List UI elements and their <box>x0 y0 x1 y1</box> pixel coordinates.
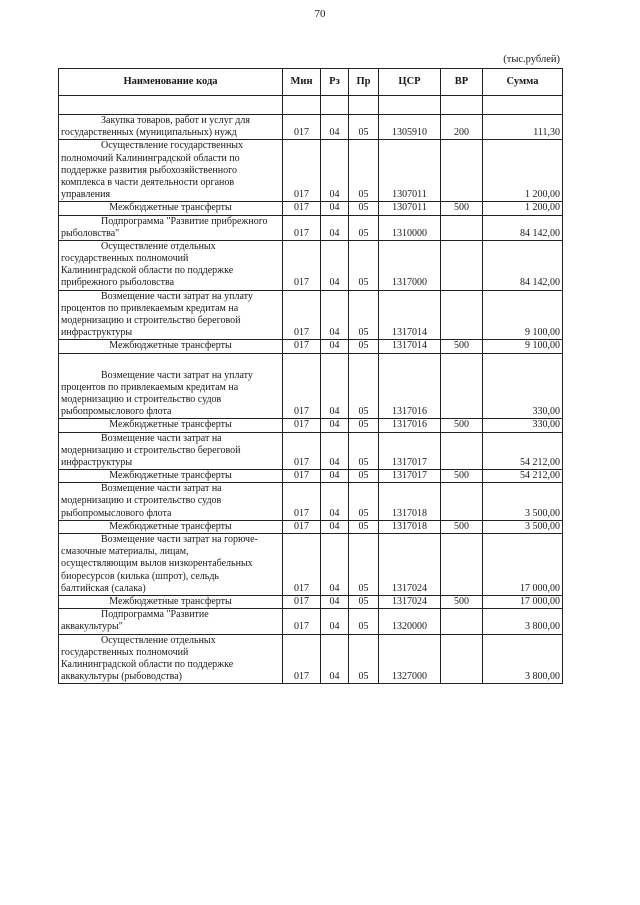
row-vr <box>441 240 483 290</box>
row-name-line: государственных (муниципальных) нужд <box>61 127 237 139</box>
row-name-line: рыболовства" <box>61 227 120 239</box>
row-vr: 500 <box>441 470 483 483</box>
row-name-line: Межбюджетные трансферты <box>109 340 232 352</box>
row-name-line: Осуществление государственных <box>101 140 244 152</box>
row-min: 017 <box>283 419 321 432</box>
row-sum: 3 800,00 <box>483 634 563 684</box>
page-number: 70 <box>314 8 326 20</box>
row-sum: 54 212,00 <box>483 432 563 470</box>
row-name <box>59 115 283 140</box>
row-min: 017 <box>283 215 321 240</box>
row-name-line: биоресурсов (килька (шпрот), сельдь <box>61 570 219 582</box>
row-rz: 04 <box>321 432 349 470</box>
row-vr: 500 <box>441 520 483 533</box>
row-name <box>59 634 283 684</box>
row-pr: 05 <box>349 240 379 290</box>
row-name <box>59 432 283 470</box>
row-name-line: инфраструктуры <box>61 456 133 468</box>
row-name <box>59 215 283 240</box>
row-name-line: осуществляющим вылов низкорентабельных <box>61 558 253 570</box>
row-csr: 1310000 <box>379 215 441 240</box>
row-vr <box>441 483 483 521</box>
row-csr: 1317017 <box>379 432 441 470</box>
row-rz: 04 <box>321 215 349 240</box>
row-rz: 04 <box>321 115 349 140</box>
row-name <box>59 353 283 419</box>
row-rz: 04 <box>321 609 349 634</box>
row-sum: 1 200,00 <box>483 202 563 215</box>
row-name <box>59 520 283 533</box>
row-sum: 3 800,00 <box>483 609 563 634</box>
row-name-line: Межбюджетные трансферты <box>109 202 232 214</box>
row-vr: 500 <box>441 340 483 353</box>
row-name-line: Возмещение части затрат на горюче- <box>101 534 258 545</box>
row-name-line: управления <box>61 189 111 201</box>
table-header-row <box>59 69 563 96</box>
row-sum: 84 142,00 <box>483 240 563 290</box>
row-csr: 1317018 <box>379 483 441 521</box>
row-name-line: балтийская (салака) <box>61 582 146 594</box>
row-sum: 330,00 <box>483 353 563 419</box>
table-row <box>59 483 563 521</box>
row-min: 017 <box>283 483 321 521</box>
row-rz: 04 <box>321 240 349 290</box>
row-csr: 1317000 <box>379 240 441 290</box>
row-min: 017 <box>283 595 321 608</box>
row-csr: 1327000 <box>379 634 441 684</box>
row-name-line: Возмещение части затрат на уплату <box>101 369 253 381</box>
row-name <box>59 340 283 353</box>
row-rz: 04 <box>321 340 349 353</box>
row-vr: 500 <box>441 419 483 432</box>
row-sum: 17 000,00 <box>483 534 563 596</box>
row-name-line: Межбюджетные трансферты <box>109 419 232 431</box>
table-row <box>59 140 563 202</box>
row-min: 017 <box>283 520 321 533</box>
row-name-line: модернизацию и строительство судов <box>61 393 222 405</box>
row-rz: 04 <box>321 202 349 215</box>
table-row <box>59 609 563 634</box>
row-pr: 05 <box>349 202 379 215</box>
row-sum: 1 200,00 <box>483 140 563 202</box>
row-vr: 200 <box>441 115 483 140</box>
row-csr: 1305910 <box>379 115 441 140</box>
row-name-line: аквакультуры" <box>61 621 123 633</box>
row-rz: 04 <box>321 534 349 596</box>
row-min: 017 <box>283 202 321 215</box>
row-name <box>59 534 283 596</box>
table-row <box>59 520 563 533</box>
row-name-line: процентов по привлекаемым кредитам на <box>61 302 239 314</box>
row-name-line: Межбюджетные трансферты <box>109 520 232 532</box>
row-csr: 1317016 <box>379 353 441 419</box>
header-rz: Рз <box>321 69 349 96</box>
row-min: 017 <box>283 290 321 340</box>
row-sum: 111,30 <box>483 115 563 140</box>
table-row <box>59 240 563 290</box>
budget-table <box>58 68 563 684</box>
row-pr: 05 <box>349 595 379 608</box>
table-row <box>59 115 563 140</box>
header-min: Мин <box>283 69 321 96</box>
row-min: 017 <box>283 634 321 684</box>
row-rz: 04 <box>321 140 349 202</box>
row-name-line: Возмещение части затрат на <box>101 432 222 444</box>
row-name-line: аквакультуры (рыбоводства) <box>61 671 182 683</box>
row-vr <box>441 215 483 240</box>
row-min: 017 <box>283 534 321 596</box>
row-name-line: процентов по привлекаемым кредитам на <box>61 381 239 393</box>
row-sum: 54 212,00 <box>483 470 563 483</box>
row-vr <box>441 609 483 634</box>
row-csr: 1307011 <box>379 202 441 215</box>
row-rz: 04 <box>321 470 349 483</box>
row-name <box>59 240 283 290</box>
row-pr: 05 <box>349 520 379 533</box>
table-row <box>59 419 563 432</box>
row-name <box>59 483 283 521</box>
row-name-line: Подпрограмма "Развитие прибрежного <box>101 215 268 227</box>
row-min: 017 <box>283 353 321 419</box>
row-rz: 04 <box>321 595 349 608</box>
row-vr: 500 <box>441 595 483 608</box>
table-row <box>59 432 563 470</box>
row-rz: 04 <box>321 290 349 340</box>
table-row <box>59 215 563 240</box>
row-csr: 1320000 <box>379 609 441 634</box>
header-vr: ВР <box>441 69 483 96</box>
row-csr: 1317024 <box>379 595 441 608</box>
row-name <box>59 202 283 215</box>
row-vr <box>441 353 483 419</box>
row-pr: 05 <box>349 115 379 140</box>
table-row <box>59 290 563 340</box>
row-csr: 1317016 <box>379 419 441 432</box>
row-pr: 05 <box>349 534 379 596</box>
row-rz: 04 <box>321 353 349 419</box>
row-vr <box>441 634 483 684</box>
row-rz: 04 <box>321 520 349 533</box>
row-name <box>59 419 283 432</box>
row-name-line: Калининградской области по поддержке <box>61 658 234 670</box>
row-pr: 05 <box>349 353 379 419</box>
row-sum: 84 142,00 <box>483 215 563 240</box>
table-row <box>59 202 563 215</box>
row-name-line: Закупка товаров, работ и услуг для <box>101 115 250 126</box>
row-vr: 500 <box>441 202 483 215</box>
header-name: Наименование кода <box>59 69 283 96</box>
row-min: 017 <box>283 340 321 353</box>
row-sum: 17 000,00 <box>483 595 563 608</box>
row-pr: 05 <box>349 432 379 470</box>
row-name <box>59 595 283 608</box>
row-sum: 9 100,00 <box>483 340 563 353</box>
row-pr: 05 <box>349 290 379 340</box>
row-csr: 1317017 <box>379 470 441 483</box>
row-name-line: государственных полномочий <box>61 646 189 658</box>
table-body <box>59 96 563 684</box>
row-sum: 330,00 <box>483 419 563 432</box>
row-name-line: модернизацию и строительство береговой <box>61 444 241 456</box>
row-name-line: Подпрограмма "Развитие <box>101 609 209 621</box>
row-name-line: комплекса в части деятельности органов <box>61 176 235 188</box>
row-pr: 05 <box>349 483 379 521</box>
row-name-line: модернизацию и строительство береговой <box>61 315 241 326</box>
table-row <box>59 470 563 483</box>
row-csr: 1317024 <box>379 534 441 596</box>
row-sum: 3 500,00 <box>483 483 563 521</box>
row-min: 017 <box>283 115 321 140</box>
row-name-line: Возмещение части затрат на <box>101 483 222 495</box>
row-name-line: Осуществление отдельных <box>101 634 216 646</box>
row-rz: 04 <box>321 483 349 521</box>
row-name-line: полномочий Калининградской области по <box>61 152 240 164</box>
row-name-line: смазочные материалы, лицам, <box>61 546 189 558</box>
row-min: 017 <box>283 140 321 202</box>
row-csr: 1317014 <box>379 290 441 340</box>
row-vr <box>441 290 483 340</box>
row-pr: 05 <box>349 609 379 634</box>
spacer-row <box>59 96 563 115</box>
row-vr <box>441 534 483 596</box>
row-vr <box>441 140 483 202</box>
row-pr: 05 <box>349 470 379 483</box>
row-rz: 04 <box>321 634 349 684</box>
row-rz: 04 <box>321 419 349 432</box>
units-label: (тыс.рублей) <box>503 54 560 65</box>
row-name <box>59 609 283 634</box>
row-name <box>59 140 283 202</box>
row-name <box>59 290 283 340</box>
row-name <box>59 470 283 483</box>
row-name-line: поддержке развития рыбохозяйственного <box>61 164 237 176</box>
row-min: 017 <box>283 432 321 470</box>
row-sum: 9 100,00 <box>483 290 563 340</box>
row-pr: 05 <box>349 340 379 353</box>
row-name-line: инфраструктуры <box>61 327 133 339</box>
header-csr: ЦСР <box>379 69 441 96</box>
row-min: 017 <box>283 240 321 290</box>
row-name-line: Возмещение части затрат на уплату <box>101 290 253 302</box>
row-min: 017 <box>283 609 321 634</box>
table-row <box>59 595 563 608</box>
row-sum: 3 500,00 <box>483 520 563 533</box>
table-row <box>59 634 563 684</box>
row-name-line: модернизацию и строительство судов <box>61 495 222 507</box>
row-vr <box>441 432 483 470</box>
row-min: 017 <box>283 470 321 483</box>
header-pr: Пр <box>349 69 379 96</box>
row-name-line: Калининградской области по поддержке <box>61 265 234 277</box>
row-name-line: Осуществление отдельных <box>101 240 216 252</box>
row-csr: 1307011 <box>379 140 441 202</box>
row-csr: 1317014 <box>379 340 441 353</box>
row-name-line: Межбюджетные трансферты <box>109 470 232 482</box>
row-csr: 1317018 <box>379 520 441 533</box>
row-name-line: рыбопромыслового флота <box>61 406 172 418</box>
row-pr: 05 <box>349 140 379 202</box>
row-pr: 05 <box>349 419 379 432</box>
table-row <box>59 340 563 353</box>
row-name-line: Межбюджетные трансферты <box>109 595 232 607</box>
table-row <box>59 353 563 419</box>
row-pr: 05 <box>349 215 379 240</box>
row-pr: 05 <box>349 634 379 684</box>
row-name-line: государственных полномочий <box>61 253 189 265</box>
row-name-line: рыбопромыслового флота <box>61 507 172 519</box>
header-sum: Сумма <box>483 69 563 96</box>
table-row <box>59 534 563 596</box>
row-name-line: прибрежного рыболовства <box>61 277 175 289</box>
